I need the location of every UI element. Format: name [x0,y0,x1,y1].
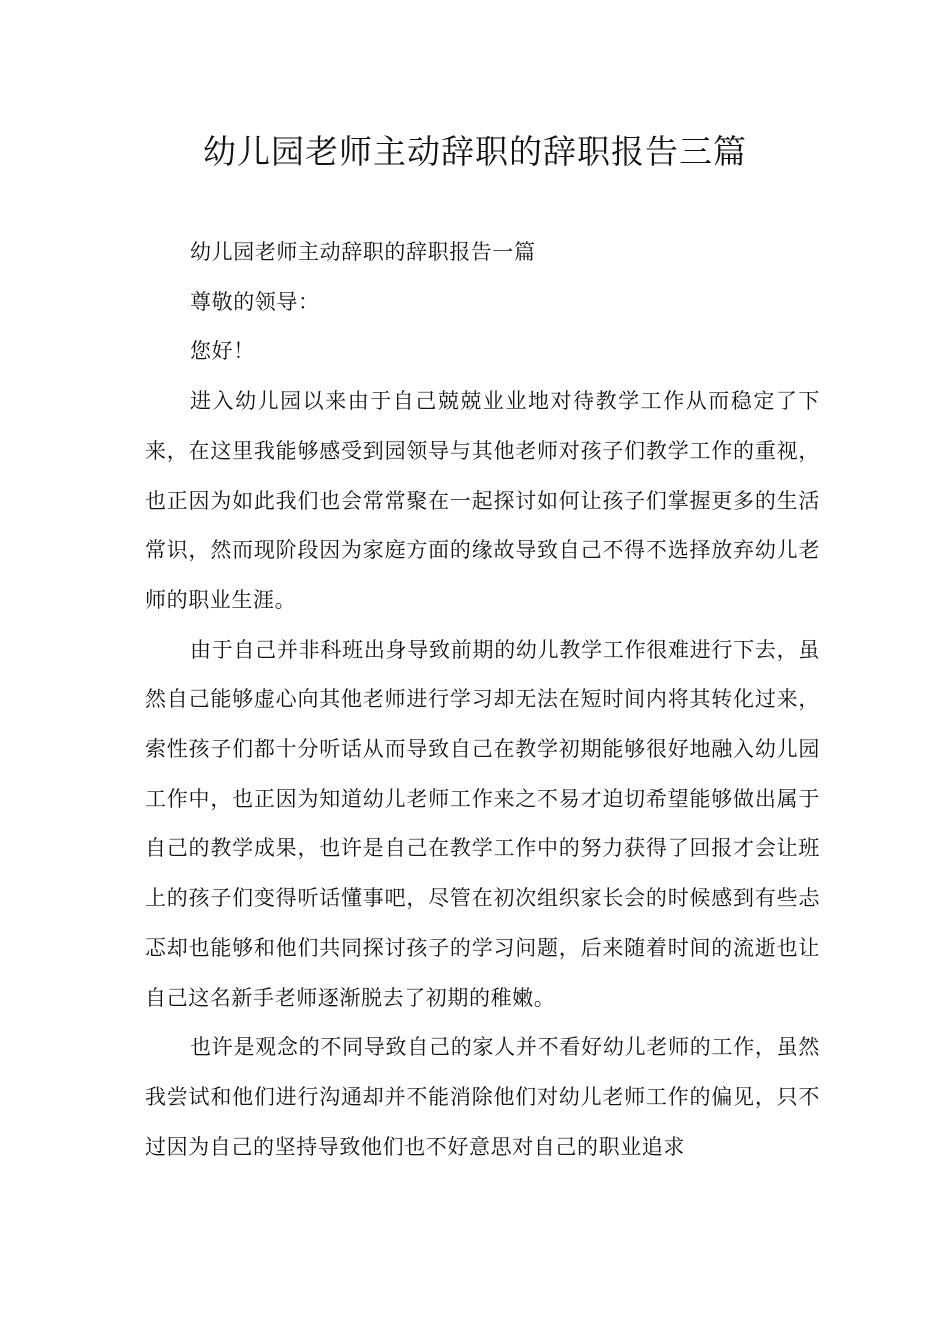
paragraph-body-3: 也许是观念的不同导致自己的家人并不看好幼儿老师的工作，虽然我尝试和他们进行沟通却并不能消除他们对幼儿老师工作的偏见，只不过因为自己的坚持导致他们也不好意思对自己的职业追求 [145,1035,820,1159]
paragraph-subtitle: 幼儿园老师主动辞职的辞职报告一篇 [190,240,536,264]
paragraph-body-2: 由于自己并非科班出身导致前期的幼儿教学工作很难进行下去，虽然自己能够虚心向其他老师进行学习却无法在短时间内将其转化过来，索性孩子们都十分听话从而导致自己在教学初期能够很好地融入幼儿园工作中，也正因为知道幼儿老师工作来之不易才迫切希望能够做出属于自己的教学成果，也许是自己在教学工作中的努力获得了回报才会让班上的孩子们变得听话懂事吧，尽管在初次组织家长会的时候感到有些忐忑却也能够和他们共同探讨孩子的学习问题，后来随着时间的流逝也让自己这名新手老师逐渐脱去了初期的稚嫩。 [145,637,820,1010]
document-title: 幼儿园老师主动辞职的辞职报告三篇 [203,132,747,171]
paragraph-salutation: 尊敬的领导： [190,289,320,314]
paragraph-greeting: 您好！ [190,339,255,364]
paragraph-body-1: 进入幼儿园以来由于自己兢兢业业地对待教学工作从而稳定了下来，在这里我能够感受到园领导与其他老师对孩子们教学工作的重视，也正因为如此我们也会常常聚在一起探讨如何让孩子们掌握更多的生活常识，然而现阶段因为家庭方面的缘故导致自己不得不选择放弃幼儿老师的职业生涯。 [145,389,820,612]
document-body [145,228,820,1172]
